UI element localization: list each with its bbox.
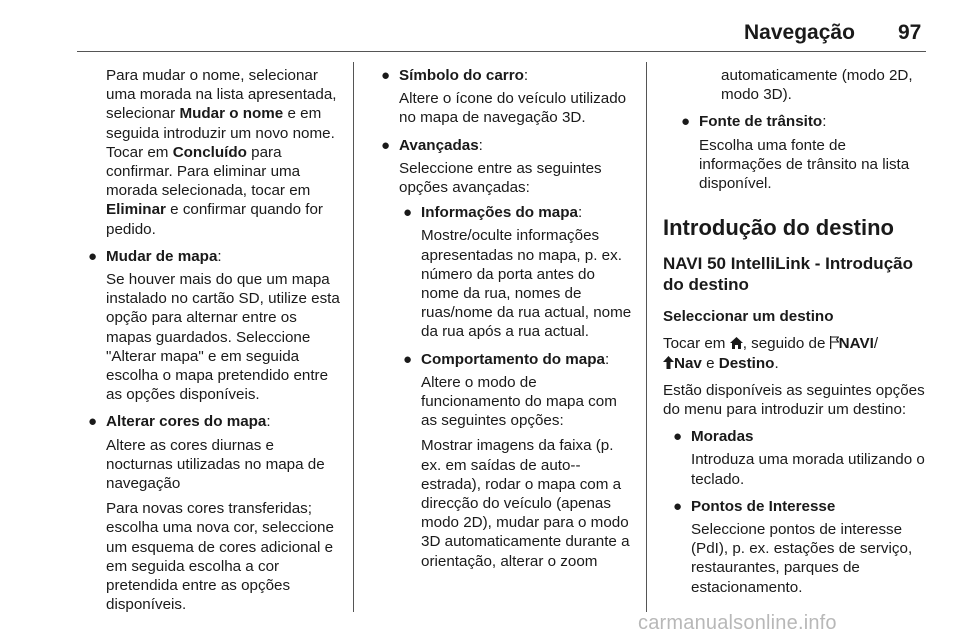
bullet-dot: ● — [381, 136, 391, 154]
term-eliminar: Eliminar — [106, 201, 166, 219]
watermark: carmanualsonline.info — [638, 612, 837, 634]
bullet-text: Seleccione entre as seguintes opções avançadas: — [399, 159, 602, 197]
page-number: 97 — [898, 21, 922, 44]
bullet-text: Seleccione pontos de interesse (PdI), p. ex. estações de serviço, restaurantes, parques de estacionamento. — [691, 521, 913, 596]
bullet-fonte-transito: ● Fonte de trânsito: Escolha uma fonte de informações de trânsito na lista disponível. — [677, 112, 931, 193]
term-concluido: Concluído — [172, 143, 247, 161]
bullet-text: Altere o ícone do veículo utilizado no mapa de navegação 3D. — [399, 90, 627, 127]
bullet-moradas — [669, 427, 931, 489]
sub-bullet-comportamento-mapa: ● Comportamento do mapa: Altere o modo de funcionamento do mapa com as seguintes opções: Mostrar imagens da faixa (p. ex. em saídas de auto--estrada), rodar o mapa com a direcção do veículo (apenas modo 2D), mudar para o modo 3D automaticamente durante a orientação, alterar o zoom — [399, 350, 635, 571]
bullet-dot: ● — [403, 350, 413, 368]
bullet-term: Comportamento do mapa — [421, 350, 605, 368]
column-3 — [663, 66, 931, 605]
instruction-paragraph: Tocar em , seguido de NAVI/ Nav e Destino. — [663, 335, 879, 372]
bullet-term: Mudar de mapa — [106, 247, 218, 265]
bullet-avancadas: ● Avançadas: Seleccione entre as seguintes opções avançadas: ● Informações do mapa: Mostre/oculte informações apresentadas no mapa, p. ex. número da porta antes do nome da rua, nomes de ruas/nome da rua actual, nome da rua após a rua actual. ● Comportamento do mapa: Altere o modo de funcionamento do mapa com as seguintes opções: Mostrar imagens da faixa (p. ex. em saídas de auto--estrada), rodar o mapa com a direcção do veículo (apenas modo 2D), mudar para o modo 3D automaticamente durante a orientação, alterar o zoom — [377, 136, 635, 571]
term-mudar-nome: Mudar o nome — [179, 105, 284, 123]
page-title: Navegação — [744, 21, 855, 44]
bullet-text: Mostre/oculte informações apresentadas no mapa, p. ex. número da porta antes do nome da rua, nomes de ruas/nome da rua actual, nome da rua após a rua actual. — [421, 227, 632, 341]
flag-icon — [830, 336, 839, 349]
bullet-text: Mostrar imagens da faixa (p. ex. em saídas de auto--estrada), rodar o mapa com a direcção do veículo (apenas modo 2D), mudar para o modo 3D automaticamente durante a orientação, alterar o zoom — [421, 437, 630, 570]
continued-text: automaticamente (modo 2D, modo 3D). — [721, 67, 913, 104]
bullet-text: Escolha uma fonte de informações de trânsito na lista disponível. — [699, 136, 910, 193]
bullet-mudar-de-mapa: ● Mudar de mapa: Se houver mais do que um mapa instalado no cartão SD, utilize esta opção para alternar entre os mapas guardados. Seleccione "Alterar mapa" e em seguida escolha o mapa pretendido entre as opções disponíveis. — [84, 247, 342, 405]
bullet-dot: ● — [673, 497, 683, 515]
bullet-text: Introduza uma morada utilizando o teclado. — [691, 451, 925, 488]
bullet-pontos-interesse — [669, 497, 931, 597]
column-2 — [377, 66, 635, 579]
bullet-dot: ● — [681, 113, 691, 131]
bullet-dot: ● — [88, 247, 98, 265]
header-rule — [77, 51, 926, 52]
bullet-dot: ● — [403, 204, 413, 222]
sub-section-title: NAVI 50 IntelliLink - Introdução do destino — [663, 254, 913, 295]
options-paragraph: Estão disponíveis as seguintes opções do menu para introduzir um destino: — [663, 381, 925, 419]
sub-bullet-informacoes-mapa: ● Informações do mapa: Mostre/oculte informações apresentadas no mapa, p. ex. número da porta antes do nome da rua, nomes de ruas/nome da rua actual, nome da rua após a rua actual. — [399, 203, 635, 341]
home-icon — [730, 337, 743, 349]
bullet-simbolo-carro: ● Símbolo do carro: Altere o ícone do veículo utilizado no mapa de navegação 3D. — [377, 66, 635, 128]
bullet-text: Altere o modo de funcionamento do mapa com as seguintes opções: — [421, 373, 617, 430]
bullet-dot: ● — [381, 67, 391, 84]
column-1 — [84, 66, 342, 622]
bullet-text: Se houver mais do que um mapa instalado no cartão SD, utilize esta opção para alternar entre os mapas guardados. Seleccione "Alterar mapa" e em seguida escolha o mapa pretendido entre as opções disponíveis. — [106, 271, 340, 404]
bullet-dot: ● — [88, 413, 98, 431]
bullet-text: Altere as cores diurnas e nocturnas utilizadas no mapa de navegação — [106, 436, 325, 493]
bullet-term: Alterar cores do mapa — [106, 413, 267, 431]
page-header — [0, 0, 960, 52]
rename-paragraph: Para mudar o nome, selecionar uma morada na lista apresentada, selecionar Mudar o nome e em seguida introduzir um novo nome. Tocar em Concluído para confirmar. Para eliminar uma morada selecionada, tocar em Eliminar e confirmar quando for pedido. — [106, 67, 337, 238]
bullet-dot: ● — [673, 428, 683, 446]
section-title: Introdução do destino — [663, 215, 894, 241]
car-icon — [663, 356, 674, 369]
bullet-text: Para novas cores transferidas; escolha uma nova cor, seleccione um esquema de cores adicional e em seguida escolha a cor pretendida entre as opções disponíveis. — [106, 500, 334, 614]
column-divider-2 — [646, 62, 647, 612]
column-divider-1 — [353, 62, 354, 612]
bullet-term: Pontos de Interesse — [691, 497, 836, 515]
small-heading: Seleccionar um destino — [663, 308, 834, 326]
bullet-term: Fonte de trânsito — [699, 113, 823, 131]
bullet-alterar-cores: ● Alterar cores do mapa: Altere as cores diurnas e nocturnas utilizadas no mapa de navegação Para novas cores transferidas; escolha uma nova cor, seleccione um esquema de cores adicional e em seguida escolha a cor pretendida entre as opções disponíveis. — [84, 412, 342, 614]
bullet-term: Informações do mapa — [421, 204, 578, 222]
bullet-term: Moradas — [691, 428, 754, 446]
bullet-term: Símbolo do carro — [399, 67, 524, 84]
bullet-term: Avançadas — [399, 136, 479, 154]
